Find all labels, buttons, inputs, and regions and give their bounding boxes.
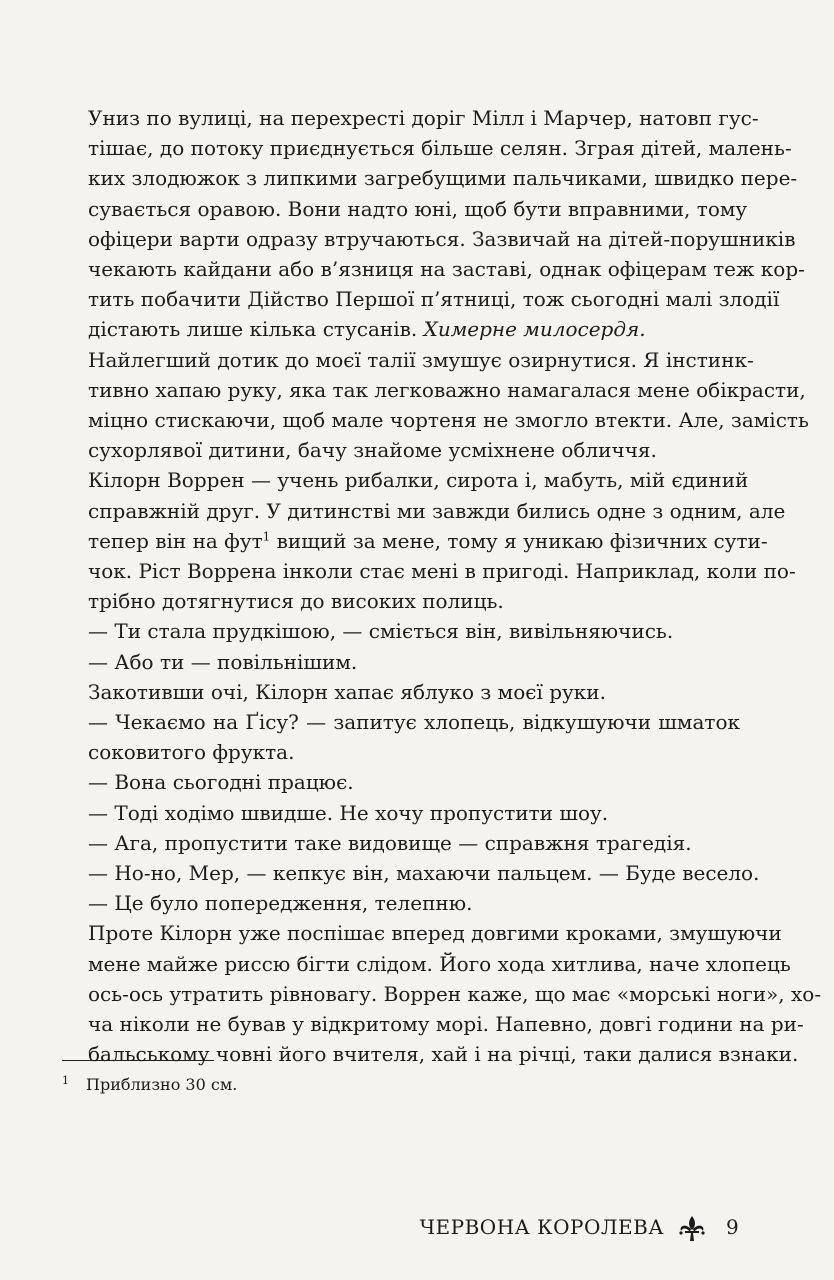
p3-line-2: справжній друг. У дитинстві ми завжди бились одне з одним, але [88,498,786,523]
dialogue-9: — Це було попередження, телепню. [88,891,473,916]
p2-line-1: Найлегший дотик до моєї талії змушує озирнутися. Я інстинк- [88,347,754,372]
dialogue-7: — Ага, пропустити таке видовище — справжня трагедія. [88,830,692,855]
p3-line-3 [88,526,768,556]
dialogue-2: — Або ти — повільнішим. [88,649,358,674]
p1-line-7: тить побачити Дійство Першої п’ятниці, тож сьогодні малі злодії [88,287,780,312]
p1-line-5: офіцери варти одразу втручаються. Зазвичай на дітей-порушників [88,226,796,251]
p1-line-3: ких злодюжок з липкими загребущими пальчиками, швидко пере- [88,166,798,191]
running-footer [0,1213,834,1243]
p1-line-6: чекають кайдани або в’язниця на заставі, однак офіцерам теж кор- [88,257,805,281]
p1-line-8 [88,314,740,344]
p4-line-4: ча ніколи не бував у відкритому морі. Напевно, довгі години на ри- [88,1012,804,1036]
p2-line-4: сухорлявої дитини, бачу знайоме усміхнене обличчя. [88,438,657,463]
footnote-text: Приблизно 30 см. [86,1075,238,1094]
p4-line-2: мене майже риссю бігти слідом. Його хода хитлива, наче хлопець [88,951,791,976]
p3-line-3-a: тепер він на фут [88,528,263,553]
dialogue-8: — Но-но, Мер, — кепкує він, махаючи пальцем. — Буде весело. [88,861,760,885]
p3-line-3-b: вищий за мене, тому я уникаю фізичних сути- [270,528,768,553]
p4-line-3: ось-ось утратить рівновагу. Воррен каже, що має «морські ноги», хо- [88,981,822,1006]
p4-line-5: бальському човні його вчителя, хай і на річці, таки далися взнаки. [88,1042,799,1067]
dialogue-3: Закотивши очі, Кілорн хапає яблуко з моєї руки. [88,679,606,704]
p1-line-4: сувається оравою. Вони надто юні, щоб бути вправними, тому [88,196,748,221]
p2-line-3: міцно стискаючи, щоб мале чортеня не змогло втекти. Але, замість [88,408,809,432]
p2-line-2: тивно хапаю руку, яка так легковажно намагалася мене обікрасти, [88,377,806,402]
dialogue-6: — Тоді ходімо швидше. Не хочу пропустити шоу. [88,800,609,825]
footnote-reference: 1 [262,529,271,544]
dialogue-1: — Ти стала прудкішою, — сміється він, вивільняючись. [88,619,674,644]
dialogue-5: — Вона сьогодні працює. [88,770,354,795]
p3-line-5: трібно дотягнутися до високих полиць. [88,589,504,614]
p1-line-2: тішає, до потоку приєднується більше селян. Зграя дітей, малень- [88,136,792,161]
dialogue-4-line-1: — Чекаємо на Ґісу? — запитує хлопець, відкушуючи шматок [88,710,740,734]
footnote-number: 1 [62,1074,69,1087]
p1-line-1: Униз по вулиці, на перехресті доріг Мілл і Марчер, натовп гус- [88,106,759,130]
page-number: 9 [726,1215,739,1239]
book-title: ЧЕРВОНА КОРОЛЕВА [419,1215,664,1239]
dialogue-4-line-2: соковитого фрукта. [88,740,295,765]
p3-line-1: Кілорн Воррен — учень рибалки, сирота і, мабуть, мій єдиний [88,468,749,493]
p1-last-plain: дістають лише кілька стусанів. [88,317,424,342]
p1-last-italic: Химерне милосердя. [423,317,646,342]
p4-line-1: Проте Кілорн уже поспішає вперед довгими кроками, змушуючи [88,921,782,946]
p3-line-4: чок. Ріст Воррена інколи стає мені в пригоді. Наприклад, коли по- [88,559,796,583]
fleur-de-lis-ornament-icon [672,1213,712,1243]
